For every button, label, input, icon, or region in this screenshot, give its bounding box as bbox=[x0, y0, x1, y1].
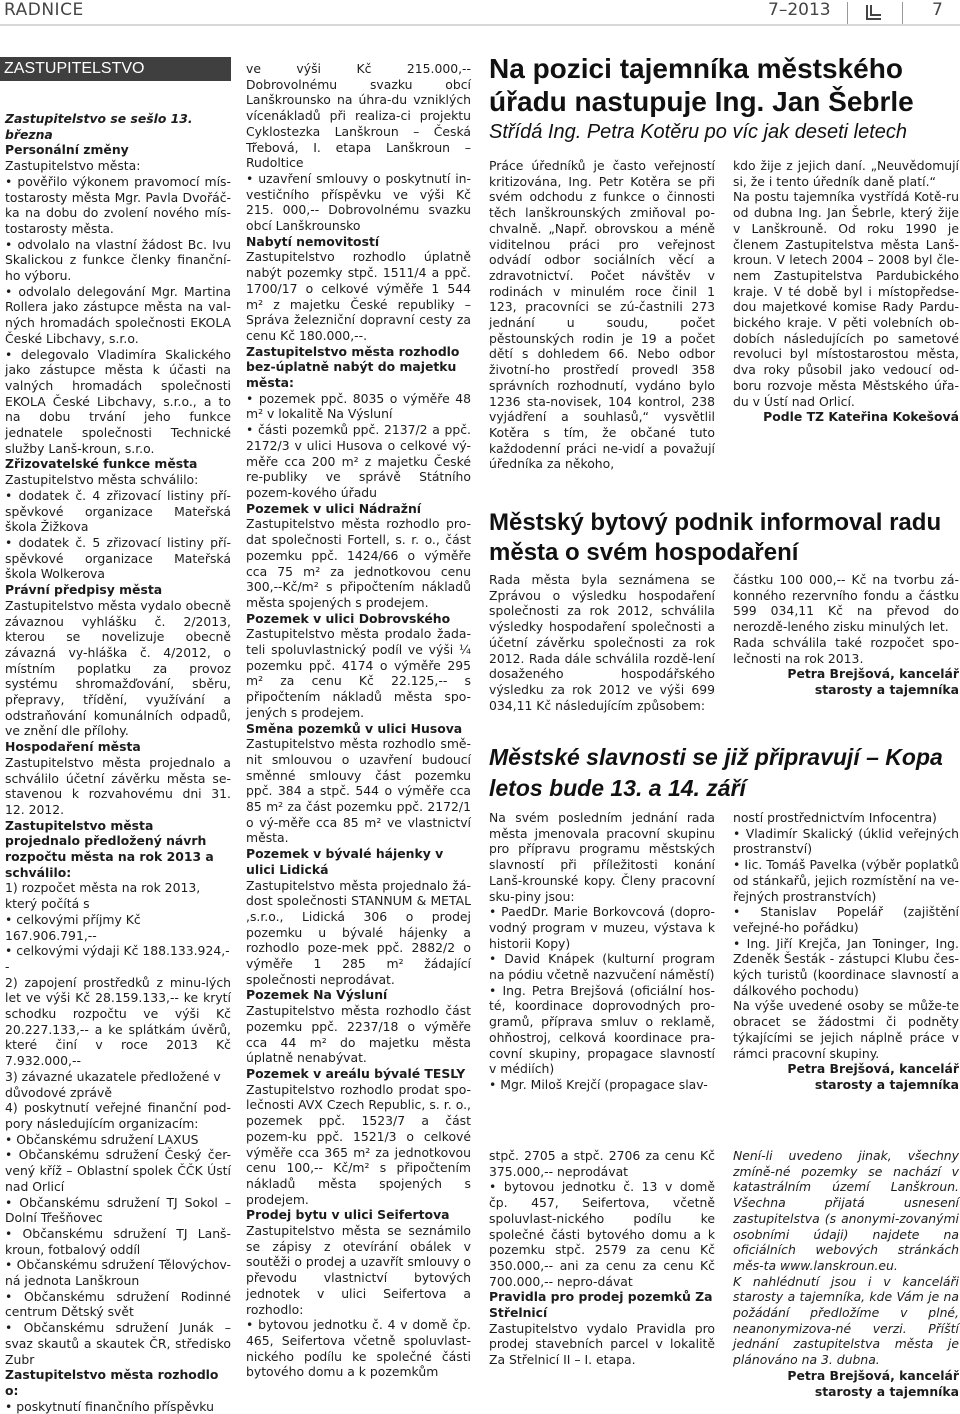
paragraph: Podle TZ Kateřina Kokešová bbox=[763, 409, 959, 425]
paragraph: Na postu tajemníka vystřídá Kotě-ru od dubna Ing. Jan Šebrle, který žije v Lanškrouně. Od roku 1990 je členem Zastupitelstva města Lanš-kroun. V letech 2004 – 2008 byl čle-nem Zastupitelstva Pardubického kraje. V té době byl i místopředse-dou majetkové komise Rady Pardu-bického kraje. V pěti volebních ob-dobích následujících po sametové revoluci byl místostarostou města, dva roky působil jako vedoucí od-boru rozvoje města Městského úřa-du v Ústí nad Orlicí. bbox=[733, 189, 959, 409]
paragraph: • delegovalo Vladimíra Skalického jako zástupce města k účasti na valných hromadách společnosti EKOLA České Libchavy, s.r.o., a to na dobu trvání jeho funkce jednatele společnosti Technické služby Lanš-kroun, s.r.o. bbox=[5, 346, 231, 456]
paragraph: stpč. 2705 a stpč. 2706 za cenu Kč 375.000,-- neprodávat bbox=[489, 1148, 715, 1179]
paragraph: • Mgr. Miloš Krejčí (propagace slav- bbox=[489, 1076, 708, 1092]
paragraph: Rada města byla seznámena se Zprávou o výsledku hospodaření společnosti za rok 2012, schválila výsledky hospodaření společnosti a účetní závěrku společnosti za rok 2012. Rada dále schválila rozdě-lení dosaženého hospodářského výsledku za rok 2012 ve výši 699 034,11 Kč následujícím způsobem: bbox=[489, 572, 715, 713]
paragraph: • PaedDr. Marie Borkovcová (dopro-vodný program v muzeu, výstava k historii Kopy) bbox=[489, 904, 715, 951]
paragraph: Zřizovatelské funkce města bbox=[5, 456, 198, 472]
paragraph: ve výši Kč 215.000,-- Dobrovolnému svazku obcí Lanškrounsko na úhra-du vzniklých vícenákladů při realiza-ci projektu Cyklostezka Lanškroun – Česká Třebová, I. etapa Lanškroun – Rudoltice bbox=[246, 61, 471, 171]
paragraph: Pozemek v bývalé hájenky v ulici Lidická bbox=[246, 846, 444, 877]
article-festival-title: Městské slavnosti se již připravují – Kopa letos bude 13. a 14. září bbox=[489, 744, 943, 801]
paragraph: Zastupitelstvo města projednalo žá-dost společnosti STANNUM & METAL ,s.r.o., Lidická 306 o prodej pozemku u bývalé hájenky a rozhodlo poze-mek ppč. 2882/2 o výměře 1 285 m² žádající společnosti neprodávat. bbox=[246, 877, 471, 987]
header-divider bbox=[902, 2, 903, 24]
header-divider bbox=[847, 2, 848, 24]
paragraph: Pozemek v ulici Dobrovského bbox=[246, 610, 451, 626]
paragraph: Na svém posledním jednání rada města jmenovala pracovní skupinu pro přípravu programu městských slavností při příležitosti konání Lanš-krounské kopy. Členy pracovní sku-piny jsou: bbox=[489, 810, 715, 904]
paragraph: Petra Brejšová, kancelář starosty a tajemníka bbox=[787, 1367, 959, 1399]
paragraph: Právní předpisy města bbox=[5, 582, 163, 598]
paragraph: • pozemek ppč. 8035 o výměře 48 m² v lokalitě Na Výsluní bbox=[246, 390, 471, 422]
paragraph: Pozemek v ulici Nádražní bbox=[246, 500, 422, 516]
article-festival-right bbox=[733, 810, 959, 1093]
paragraph: 2) zapojení prostředků z minu-lých let ve výši Kč 28.159.133,-- ke krytí schodku rozpočtu ve výši Kč 20.227.133,-- a ke splátkám úvěrů, které činí v roce 2013 Kč 7.932.000,-- bbox=[5, 974, 231, 1069]
paragraph: • části pozemků ppč. 2137/2 a ppč. 2172/3 v ulici Husova o celkové vý-měře cca 200 m² z majetku České re-publiky ve správě Státního pozem-kového úřadu bbox=[246, 422, 471, 500]
paragraph: Zastupitelstvo města se seznámilo se zápisy z otevírání obálek v soutěži o prodej a uzavřít smlouvy o převodu vlastnictví bytových jednotek v ulici Seifertova a rozhodlo: bbox=[246, 1223, 471, 1317]
paragraph: Petra Brejšová, kancelář starosty a tajemníka bbox=[787, 1061, 959, 1092]
paragraph: Zastupitelstvo města rozhodlo smě-nit smlouvou o uzavření budoucí směnné smlouvy část pozemku ppč. 384 a stpč. 544 o výměře cca 85 m² za část pozemku ppč. 2172/1 o vý-měře cca 85 m² ve vlastnictví města. bbox=[246, 736, 471, 846]
paragraph: Zastupitelstvo rozhodlo prodat spo-lečnosti AVX Czech Republic, s. r. o., pozemek ppč. 1523/7 a část pozem-ku ppč. 1521/3 o celkové výměře cca 365 m² za jednotkovou cenu 100,-- Kč/m² s připočtením nákladů města spojených s prodejem. bbox=[246, 1081, 471, 1207]
paragraph: Zastupitelstvo města projednalo a schválilo účetní závěrku města se-stavenou k rozvahovému dni 31. 12. 2012. bbox=[5, 754, 231, 817]
paragraph: • Stanislav Popelář (zajištění veřejné-ho pořádku) bbox=[733, 904, 959, 935]
paragraph: • celkovými příjmy Kč 167.906.791,-- bbox=[5, 911, 141, 943]
paragraph: Nabytí nemovitostí bbox=[246, 233, 380, 249]
paragraph: Zastupitelstvo se sešlo 13. března bbox=[5, 111, 193, 142]
paragraph: Pozemek Na Výsluní bbox=[246, 987, 388, 1003]
paragraph: ností prostřednictvím Infocentra) bbox=[733, 810, 937, 825]
paragraph: • Občanskému sdružení TJ Sokol – Dolní Třešňovec bbox=[5, 1194, 231, 1226]
paragraph: • Ing. Jiří Krejča, Jan Toninger, Ing. Zdeněk Šesták - zástupci Klubu čes-kých turistů (koordinace slavností a dálkového pochodu) bbox=[733, 935, 959, 998]
paragraph: 4) poskytnutí veřejné finanční pod-pory následujícím organizacím: bbox=[5, 1100, 231, 1131]
article-housing-left bbox=[489, 572, 715, 713]
paragraph: • Občanskému sdružení Český čer-vený kříž – Oblastní spolek ČČK Ústí nad Orlicí bbox=[5, 1147, 231, 1194]
council-note bbox=[733, 1148, 959, 1399]
paragraph: • David Knápek (kulturní program na pódiu včetně nazvučení náměstí) bbox=[489, 951, 715, 983]
paragraph: Není-li uvedeno jinak, všechny zmíně-né pozemky se nachází v katastrálním území Lanškroun. Všechna přijatá usnesení zastupitelstva (s anonymi-zovanými osobními údaji) najdete na oficiálních webových stránkách měs-ta www.lanskroun.eu. bbox=[733, 1148, 959, 1273]
paragraph: • celkovými výdaji Kč 188.133.924,-- bbox=[5, 943, 230, 974]
article-secretary-subtitle: Střídá Ing. Petra Kotěru po víc jak deseti letech bbox=[489, 121, 908, 143]
paragraph: Prodej bytu v ulici Seifertova bbox=[246, 1207, 450, 1223]
council-continuation bbox=[489, 1148, 715, 1368]
paragraph: Zastupitelstvo města: bbox=[5, 158, 141, 174]
section-name: RADNICE bbox=[4, 0, 84, 20]
paragraph: • Ing. Petra Brejšová (oficiální hos-té, koordinace doprovodných pro-gramů, příprava smluv o reklamě, ohňostroj, celková koordinace pra-covní skupiny, propagace slavností v médiích) bbox=[489, 982, 715, 1077]
paragraph: Petra Brejšová, kancelář starosty a tajemníka bbox=[787, 666, 959, 697]
section-title: ZASTUPITELSTVO bbox=[0, 57, 231, 81]
paragraph: částku 100 000,-- Kč na tvorbu zá-konného rezervního fondu a částku 599 034,11 Kč na převod do nerozdě-leného zisku minulých let. bbox=[733, 572, 959, 635]
paragraph: • Iic. Tomáš Pavelka (výběr poplatků od stánkařů, jejich rozmístění na ve-řejných prostranstvích) bbox=[733, 857, 959, 904]
paragraph: Zastupitelstvo města rozhodlo pro-dat společnosti Fortell, s. r. o., část pozemku ppč. 1424/66 o výměře cca 75 m² za jednotkovou cenu 300,--Kč/m² s připočtením nákladů města spojených s prodejem. bbox=[246, 516, 471, 610]
paragraph: • Občanskému sdružení LAXUS bbox=[5, 1131, 199, 1147]
town-logo-icon bbox=[866, 4, 882, 20]
article-housing-right bbox=[733, 572, 959, 698]
paragraph: Zastupitelstvo vydalo Pravidla pro prodej stavebních parcel v lokalitě Za Střelnicí II – I. etapa. bbox=[489, 1320, 715, 1368]
paragraph: • dodatek č. 4 zřizovací listiny pří-spěvkové organizace Mateřská škola Žižkova bbox=[5, 487, 231, 535]
paragraph: Pravidla pro prodej pozemků Za Střelnicí bbox=[489, 1289, 713, 1321]
paragraph: Zastupitelstvo města rozhodlo část pozemku ppč. 2237/18 o výměře cca 44 m² do majetku města úplatně nenabývat. bbox=[246, 1003, 471, 1066]
paragraph: Personální změny bbox=[5, 142, 129, 158]
page-number: 7 bbox=[932, 0, 943, 20]
paragraph: • pověřilo výkonem pravomocí mís-tostarosty města Mgr. Pavla Dvořáč-ka na dobu do zvolení nového mís-tostarosty města. bbox=[5, 173, 231, 236]
paragraph: Směna pozemků v ulici Husova bbox=[246, 720, 463, 736]
paragraph: • Vladimír Skalický (úklid veřejných prostranství) bbox=[733, 825, 959, 857]
page-header bbox=[0, 0, 960, 26]
paragraph: Na výše uvedené osoby se může-te obracet se žádostmi či podněty týkajícími se jejich náplně práce v rámci pracovní skupiny. bbox=[733, 998, 959, 1061]
paragraph: Rada schválila také rozpočet spo-lečnosti na rok 2013. bbox=[733, 634, 959, 666]
paragraph: Zastupitelstvo města vydalo obecně závaznou vyhlášku č. 2/2013, kterou se novelizuje obecně závazná vy-hláška č. 4/2012, o místním poplatku za provoz systému shromažďování, sběru, přepravy, třídění, využívání a odstraňování komunálních odpadů, ve znění dle přílohy. bbox=[5, 597, 231, 739]
issue-number: 7–2013 bbox=[768, 0, 831, 20]
paragraph: Zastupitelstvo města schválilo: bbox=[5, 472, 199, 488]
paragraph: Zastupitelstvo města prodalo žada-teli spoluvlastnický podíl ve výši ¼ pozemku ppč. 4174 o výměře 295 m² za cenu Kč 22.125,-- s připočtením nákladů města spo-jených s prodejem. bbox=[246, 626, 471, 720]
paragraph: • odvolalo na vlastní žádost Bc. Ivu Skalickou z funkce členky finanční-ho výboru. bbox=[5, 236, 231, 284]
paragraph: Pozemek v areálu bývalé TESLY bbox=[246, 1066, 466, 1081]
paragraph: • Občanskému sdružení Junák – svaz skautů a skautek ČR, středisko Zubr bbox=[5, 1320, 231, 1367]
paragraph: Práce úředníků je často veřejností kritizována, Ing. Petr Kotěra se při svém odchodu z funkce o činnosti těch lanškrounských zmiňoval po-chvalně. „Např. obrovskou a méně viditelnou práci pro veřejnost odvádí odbor sociálních věcí a zdravotnictví. Počet návštěv v rodinách v minulém roce činil 1 123, pracovníci se zú-častnili 273 jednání u soudu, počet pěstounských rodin je 19 a počet dětí s dohledem 66. Nebo odbor životní-ho prostředí provedl 358 správních rozhodnutí, vydáno bylo 1236 sta-novisek, 104 kontrol, 238 vyjádření a souhlasů,“ vysvětlil Kotěra s tím, že občané tuto každodenní práci ne-vidí a považují úředníka za někoho, bbox=[489, 158, 715, 472]
paragraph: 3) závazné ukazatele předložené v důvodové zprávě bbox=[5, 1068, 221, 1100]
paragraph: Hospodaření města bbox=[5, 739, 141, 755]
paragraph: • odvolalo delegování Mgr. Martina Rollera jako zástupce města na val-ných hromadách společnosti EKOLA České Libchavy, s.r.o. bbox=[5, 283, 231, 346]
paragraph: • Občanskému sdružení TJ Lanš-kroun, fotbalový oddíl bbox=[5, 1225, 231, 1257]
article-secretary-title: Na pozici tajemníka městského úřadu nastupuje Ing. Jan Šebrle bbox=[489, 53, 914, 117]
article-festival-left bbox=[489, 810, 715, 1093]
paragraph: • bytovou jednotku č. 13 v domě čp. 457, Seifertova, včetně spoluvlast-nického podílu ke společné části bytového domu a k pozemku stpč. 2579 za cenu Kč 350.000,-- ani za cenu za cenu Kč 700.000,-- nepro-dávat bbox=[489, 1179, 715, 1289]
article-secretary-left bbox=[489, 158, 715, 472]
paragraph: Zastupitelstvo rozhodlo úplatně nabýt pozemky stpč. 1511/4 a ppč. 1700/17 o celkové výměře 1 544 m² z majetku České republiky – Správa železniční dopravní cesty za cenu Kč 180.000,--. bbox=[246, 249, 471, 343]
article-secretary-right bbox=[733, 158, 959, 425]
paragraph: kdo žije z jejich daní. „Neuvědomují si, že i tento úředník daně platí.“ bbox=[733, 158, 959, 189]
paragraph: Zastupitelstvo města projednalo předložený návrh rozpočtu města na rok 2013 a schválilo: bbox=[5, 817, 214, 880]
paragraph: • Občanskému sdružení Rodinné centrum Dětský svět bbox=[5, 1288, 231, 1320]
paragraph: Zastupitelstvo města rozhodlo o: bbox=[5, 1367, 219, 1398]
council-text bbox=[5, 111, 231, 1414]
paragraph: • uzavření smlouvy o poskytnutí in-vestičního příspěvku ve výši Kč 215. 000,-- Dobrovolnému svazku obcí Lanškrounsko bbox=[246, 170, 471, 234]
paragraph: Zastupitelstvo města rozhodlo bez-úplatně nabýt do majetku města: bbox=[246, 343, 460, 391]
paragraph: • bytovou jednotku č. 4 v domě čp. 465, Seifertova včetně spoluvlast-nického podílu ke společné části bytového domu a k pozemkům bbox=[246, 1317, 471, 1380]
paragraph: • dodatek č. 5 zřizovací listiny pří-spěvkové organizace Mateřská škola Wolkerova bbox=[5, 534, 231, 582]
paragraph: • poskytnutí finančního příspěvku bbox=[5, 1398, 214, 1414]
council-column-2 bbox=[246, 61, 471, 1380]
article-housing-title: Městský bytový podnik informoval radu města o svém hospodaření bbox=[489, 509, 942, 566]
paragraph: 1) rozpočet města na rok 2013, který počítá s bbox=[5, 880, 201, 912]
paragraph: • Občanskému sdružení Tělovýchov-ná jednota Lanškroun bbox=[5, 1257, 231, 1289]
paragraph: K nahlédnutí jsou i v kanceláři starosty a tajemníka, kde Vám je na požádání předložíme v plné, neanonymizova-né verzi. Příští jednání zastupitelstva města je plánováno na 3. dubna. bbox=[733, 1273, 959, 1368]
